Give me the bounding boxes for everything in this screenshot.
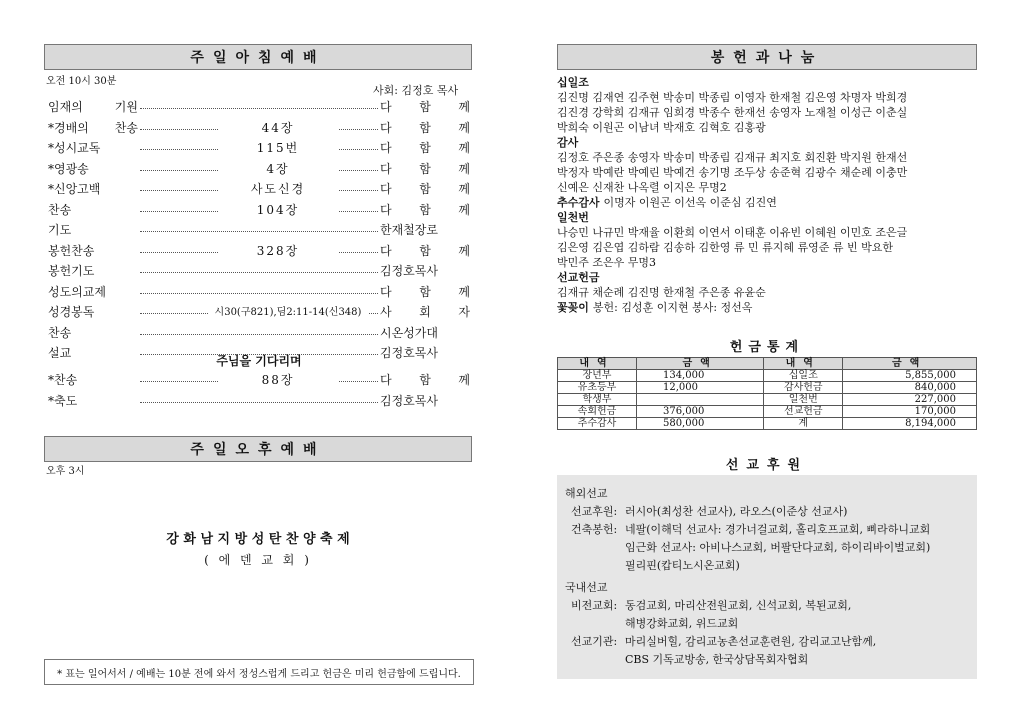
offering-names-line: 신예은 신재찬 나옥렬 이지은 무명2 <box>557 181 727 194</box>
order-leader: 김정호목사 <box>380 262 470 279</box>
stats-header-cell: 내역 <box>764 358 843 370</box>
stats-item-cell: 유초등부 <box>558 382 637 394</box>
stats-item-cell: 계 <box>764 418 843 430</box>
order-leader: 다 함 께 <box>380 284 470 299</box>
stats-item-cell: 학생부 <box>558 394 637 406</box>
offering-group-head: 추수감사 <box>557 196 600 209</box>
mission-box <box>557 475 977 679</box>
stats-amount-cell: 376,000 <box>636 406 763 418</box>
order-detail: 4장 <box>218 160 338 177</box>
afternoon-service-title-bar <box>44 436 472 462</box>
order-detail: 88장 <box>218 371 338 388</box>
dotted-leader <box>140 272 378 273</box>
stats-header-cell: 금액 <box>636 358 763 370</box>
order-detail: 104장 <box>218 201 338 218</box>
stats-amount-cell <box>636 394 763 406</box>
stats-item-cell: 일천번 <box>764 394 843 406</box>
footnote-box <box>44 659 474 685</box>
offering-group <box>557 270 977 285</box>
order-leader: 사 회 자 <box>380 305 470 319</box>
morning-service-title: 주일아침예배 <box>190 50 326 66</box>
order-label: *경배의 찬송 <box>48 120 138 135</box>
stats-item-cell: 감사헌금 <box>764 382 843 394</box>
afternoon-service-title: 주일오후예배 <box>190 442 326 458</box>
stats-item-cell: 선교헌금 <box>764 406 843 418</box>
offering-title: 봉헌과나눔 <box>710 50 824 66</box>
offering-names-line: 김재규 채순례 김진명 한재철 주은종 유윤순 <box>557 286 766 299</box>
build-line-2: 임근화 선교사: 아비나스교회, 버팔단다교회, 하이리바이벌교회) <box>625 541 931 554</box>
order-leader: 시온성가대 <box>380 324 470 341</box>
order-leader: 다 함 께 <box>380 120 470 135</box>
stats-amount-cell: 170,000 <box>843 406 977 418</box>
order-row <box>48 392 470 412</box>
presider: 사회: 김정호 목사 <box>373 84 459 97</box>
footnote-text: * 표는 일어서서 / 예배는 10분 전에 와서 정성스럽게 드리고 헌금은 미리 헌금함에 드립니다. <box>57 668 461 680</box>
dotted-leader <box>140 293 378 294</box>
order-leader: 다 함 께 <box>380 161 470 176</box>
stats-amount-cell: 840,000 <box>843 382 977 394</box>
order-label: 설교 <box>48 346 72 360</box>
order-detail: 328장 <box>218 242 338 259</box>
order-label: 봉헌기도 <box>48 264 95 278</box>
offering-group-inline: 봉헌: 김성훈 이지현 봉사: 정선옥 <box>592 301 753 314</box>
offering-names-line: 김정호 주은종 송영자 박송미 박종림 김재규 최지호 회진환 박지원 한재선 <box>557 151 908 164</box>
stats-amount-cell: 227,000 <box>843 394 977 406</box>
order-row <box>48 98 470 118</box>
order-leader: 다 함 께 <box>380 100 470 114</box>
order-label: *영광송 <box>48 161 89 176</box>
morning-service-time: 오전 10시 30분 <box>46 76 117 87</box>
offering-group-head: 십일조 <box>557 76 589 89</box>
mission-title: 선교후원 <box>725 458 809 473</box>
stats-row <box>558 418 977 430</box>
dotted-leader <box>140 402 378 403</box>
stats-amount-cell: 8,194,000 <box>843 418 977 430</box>
stats-amount-cell: 12,000 <box>636 382 763 394</box>
order-row <box>48 303 470 323</box>
order-label: 기도 <box>48 223 72 237</box>
offering-group-inline: 이명자 이원곤 이선옥 이준심 김진연 <box>603 196 777 209</box>
order-detail: 시30(구821),딤2:11-14(신348) <box>208 303 368 318</box>
offering-group <box>557 300 977 315</box>
stats-header-row <box>558 358 977 370</box>
rural-line-1: 동검교회, 마리산전원교회, 신석교회, 복된교회, <box>625 599 852 612</box>
order-leader: 한재철장로 <box>380 221 470 238</box>
order-label: *축도 <box>48 393 78 408</box>
order-detail: 115번 <box>218 139 338 156</box>
build-label: 건축봉헌: <box>571 523 618 536</box>
order-label: *성시교독 <box>48 141 101 155</box>
morning-service-title-bar <box>44 44 472 70</box>
org-label: 선교기관: <box>571 635 618 648</box>
offering-names-line: 나승민 나규민 박재율 이환희 이연서 이태훈 이유빈 이혜원 이민호 조은글 <box>557 226 908 239</box>
overseas-heading: 해외선교 <box>565 487 608 500</box>
offering-group-head: 일천번 <box>557 211 589 224</box>
order-label: 임재의 기원 <box>48 100 138 114</box>
order-row <box>48 139 470 159</box>
stats-row <box>558 394 977 406</box>
stats-item-cell: 장년부 <box>558 370 637 382</box>
order-label: *찬송 <box>48 373 78 387</box>
offering-groups <box>557 75 977 315</box>
offering-group <box>557 75 977 90</box>
stats-item-cell: 십일조 <box>764 370 843 382</box>
order-label: 찬송 <box>48 325 72 340</box>
order-label: 성경봉독 <box>48 305 95 319</box>
offering-group-head: 꽃꽂이 <box>557 301 589 314</box>
order-detail: 44장 <box>218 119 338 136</box>
order-label: 봉헌찬송 <box>48 243 95 258</box>
rural-line-2: 해병강화교회, 위드교회 <box>625 617 739 630</box>
offering-group <box>557 135 977 150</box>
stats-amount-cell: 134,000 <box>636 370 763 382</box>
order-label: *신앙고백 <box>48 182 101 196</box>
support-label: 선교후원: <box>571 505 618 518</box>
stats-amount-cell: 580,000 <box>636 418 763 430</box>
offering-group-head: 감사 <box>557 136 579 149</box>
order-row <box>48 180 470 200</box>
build-line-1: 네팔(이해덕 선교사: 경가너걸교회, 홀리호프교회, 삐라하니교회 <box>625 523 931 536</box>
order-leader: 다 함 께 <box>380 182 470 196</box>
order-leader: 다 함 께 <box>380 373 470 387</box>
offering-names-line: 김진경 강학희 김재규 임희경 박종수 한재선 송영자 노재철 이성근 이춘실 <box>557 106 908 119</box>
offering-names-line: 김진명 김재연 김주현 박송미 박종림 이영자 한재철 김은영 차명자 박희경 <box>557 91 908 104</box>
order-leader: 김정호목사 <box>380 344 470 361</box>
offering-group <box>557 210 977 225</box>
order-row <box>48 201 470 221</box>
order-leader: 김정호목사 <box>380 392 470 409</box>
stats-item-cell: 추수감사 <box>558 418 637 430</box>
order-row <box>48 242 470 262</box>
festival-title: 강 화 남 지 방 성 탄 찬 양 축 제 <box>166 532 350 547</box>
offering-names-line: 박민주 조은우 무명3 <box>557 256 656 269</box>
offering-group-head: 선교헌금 <box>557 271 600 284</box>
order-row <box>48 324 470 344</box>
stats-row <box>558 370 977 382</box>
order-row <box>48 221 470 241</box>
afternoon-service-time: 오후 3시 <box>46 466 85 477</box>
org-line-1: 마리실버힐, 감리교농촌선교훈련원, 감리교고난함께, <box>625 635 877 648</box>
order-row <box>48 160 470 180</box>
stats-title: 헌금통계 <box>729 340 805 355</box>
dotted-leader <box>140 231 378 232</box>
order-leader: 다 함 께 <box>380 243 470 258</box>
support-text: 러시아(최성찬 선교사), 라오스(이준상 선교사) <box>625 505 848 518</box>
offering-stats-table <box>557 357 977 430</box>
org-line-2: CBS 기독교방송, 한국상담목회자협회 <box>625 653 809 666</box>
stats-row <box>558 382 977 394</box>
order-label: 찬송 <box>48 202 72 217</box>
rural-label: 비전교회: <box>571 599 618 612</box>
order-leader: 다 함 께 <box>380 202 470 217</box>
waiting-title: 주님을 기다리며 <box>216 354 302 368</box>
stats-header-cell: 금액 <box>843 358 977 370</box>
order-detail: 사도신경 <box>218 180 338 197</box>
order-leader: 다 함 께 <box>380 141 470 155</box>
build-line-3: 필리핀(캅티노시온교회) <box>625 559 740 572</box>
offering-names-line: 박희숙 이원곤 이남녀 박재호 김혁호 김홍광 <box>557 121 766 134</box>
offering-title-bar <box>557 44 977 70</box>
festival-place: ( 에 덴 교 회 ) <box>204 553 312 567</box>
dotted-leader <box>140 108 378 109</box>
order-row <box>48 119 470 139</box>
offering-group <box>557 195 977 210</box>
stats-header-cell: 내역 <box>558 358 637 370</box>
order-label: 성도의교제 <box>48 284 106 299</box>
domestic-heading: 국내선교 <box>565 581 608 594</box>
order-row <box>48 283 470 303</box>
order-row <box>48 262 470 282</box>
stats-item-cell: 속회헌금 <box>558 406 637 418</box>
offering-names-line: 박정자 박예란 박예린 박예건 송기명 조두상 송준혁 김광수 채순례 이충만 <box>557 166 908 179</box>
stats-amount-cell: 5,855,000 <box>843 370 977 382</box>
order-row <box>48 371 470 391</box>
stats-row <box>558 406 977 418</box>
dotted-leader <box>140 334 378 335</box>
offering-names-line: 김은영 김은엽 김하람 김송하 김한영 류 민 류지혜 류영준 류 빈 박요한 <box>557 241 893 254</box>
